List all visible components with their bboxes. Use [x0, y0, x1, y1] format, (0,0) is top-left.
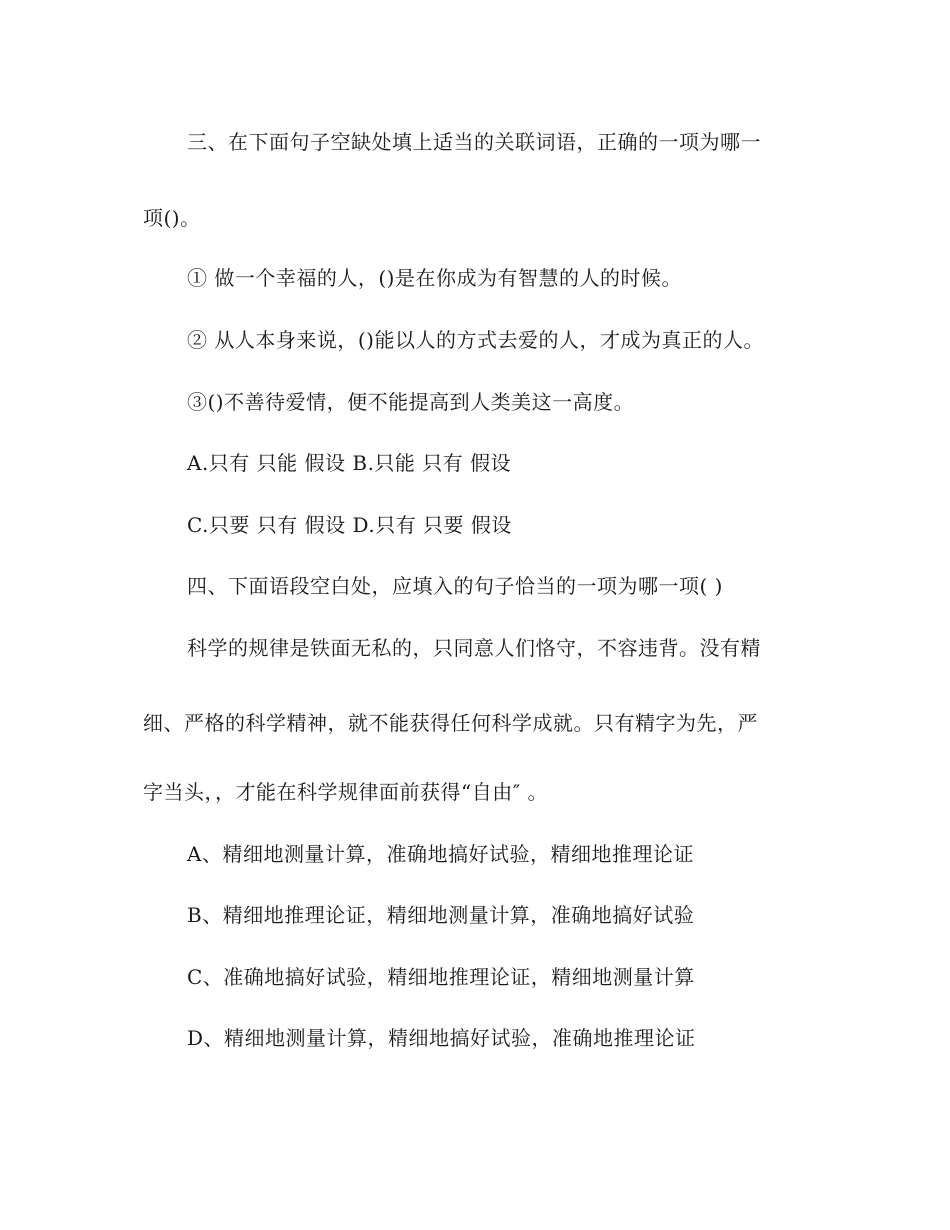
section3-options-cd: C.只要 只有 假设 D.只有 只要 假设 [187, 513, 512, 537]
section4-passage-line3: 字当头，，才能在科学规律面前获得“自由″ 。 [143, 780, 549, 804]
section3-question-line1: 三、在下面句子空缺处填上适当的关联词语，正确的一项为哪一 [187, 130, 761, 154]
section3-question-line2: 项()。 [143, 206, 201, 230]
section4-passage-line2: 细、严格的科学精神，就不能获得任何科学成就。只有精字为先，严 [143, 711, 758, 735]
section4-option-b: B、精细地推理论证，精细地测量计算，准确地搞好试验 [187, 903, 695, 927]
section4-option-c: C、准确地搞好试验，精细地推理论证，精细地测量计算 [187, 965, 695, 989]
section4-option-a: A、精细地测量计算，准确地搞好试验，精细地推理论证 [187, 842, 694, 866]
section3-sentence-2: ② 从人本身来说，()能以人的方式去爱的人，才成为真正的人。 [187, 328, 764, 352]
section3-sentence-3: ③()不善待爱情，便不能提高到人类美这一高度。 [187, 390, 635, 414]
section3-sentence-1: ① 做一个幸福的人，()是在你成为有智慧的人的时候。 [187, 266, 682, 290]
section3-options-ab: A.只有 只能 假设 B.只能 只有 假设 [187, 451, 512, 475]
section4-option-d: D、精细地测量计算，精细地搞好试验，准确地推理论证 [187, 1026, 696, 1050]
section4-question: 四、下面语段空白处，应填入的句子恰当的一项为哪一项( ) [187, 574, 723, 598]
section4-passage-line1: 科学的规律是铁面无私的，只同意人们恪守，不容违背。没有精 [187, 636, 761, 660]
